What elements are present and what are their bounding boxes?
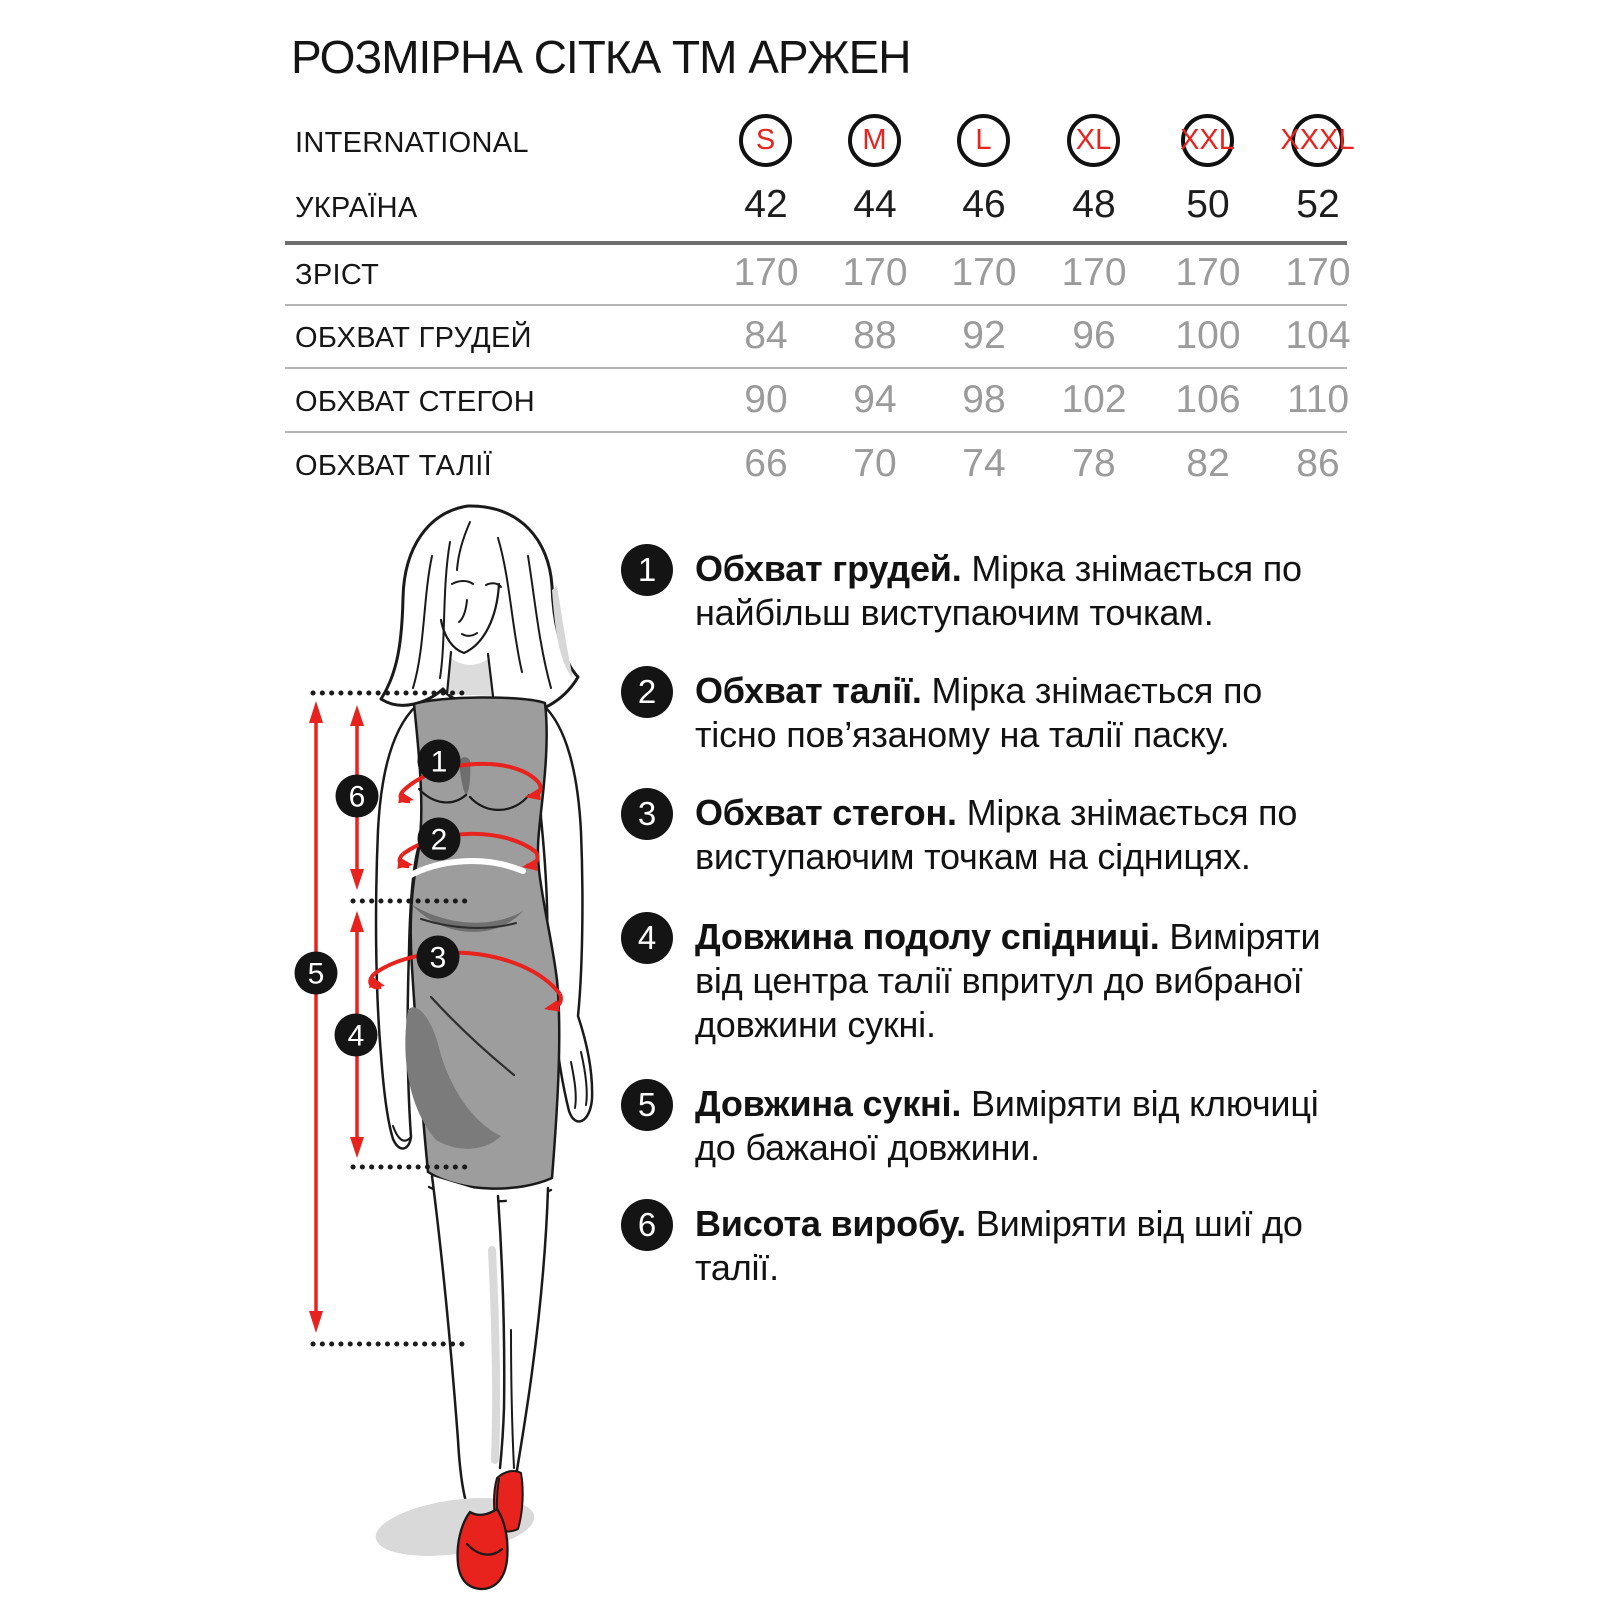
table-cell: 74	[962, 442, 1006, 485]
table-cell: 170	[1061, 251, 1127, 294]
table-cell: 170	[1175, 251, 1241, 294]
table-cell: 100	[1175, 314, 1241, 357]
size-letter: S	[755, 124, 776, 156]
size-circle	[848, 114, 901, 167]
legend-description: Мірка знімається по виступаючим точкам на сідницях.	[695, 792, 1298, 877]
table-cell: 170	[842, 251, 908, 294]
legend-term: Обхват грудей.	[695, 548, 962, 589]
row-label-height: ЗРІСТ	[295, 259, 380, 291]
table-cell: 94	[853, 378, 897, 421]
figure-marker-5	[295, 952, 338, 995]
legend-description: Мірка знімається по тісно пов’язаному на талії паску.	[695, 670, 1263, 755]
table-divider-thick	[285, 241, 1347, 245]
figure-marker-6	[336, 775, 379, 818]
size-letter: L	[975, 124, 992, 156]
legend-number-badge: 3	[621, 788, 673, 840]
figure-marker-4	[335, 1014, 378, 1057]
table-cell: 46	[962, 183, 1006, 226]
table-cell: 110	[1286, 378, 1350, 421]
size-letter: M	[862, 124, 887, 156]
legend-term: Висота виробу.	[695, 1203, 966, 1244]
table-cell: 170	[733, 251, 799, 294]
legend-text	[695, 547, 1343, 635]
table-cell: 86	[1296, 442, 1340, 485]
svg-text:3: 3	[429, 941, 447, 975]
svg-text:1: 1	[430, 745, 448, 779]
row-label-ukraine: УКРАЇНА	[295, 192, 418, 224]
measurement-figure	[270, 490, 660, 1600]
table-cell: 92	[962, 314, 1006, 357]
table-cell: 50	[1186, 183, 1230, 226]
legend-text	[695, 1082, 1343, 1170]
legend-term: Обхват стегон.	[695, 792, 957, 833]
table-cell: 102	[1061, 378, 1127, 421]
row-label-international: INTERNATIONAL	[295, 127, 529, 159]
row-label-hips: ОБХВАТ СТЕГОН	[295, 386, 536, 418]
table-cell: 70	[853, 442, 897, 485]
legend-text	[695, 791, 1343, 879]
table-cell: 104	[1285, 314, 1351, 357]
figure-marker-2	[418, 818, 461, 861]
legend-term: Обхват талії.	[695, 670, 922, 711]
size-circle	[957, 114, 1010, 167]
table-cell: 52	[1296, 183, 1340, 226]
svg-text:4: 4	[347, 1019, 365, 1053]
size-letter: XXL	[1180, 124, 1235, 156]
legend-number-badge: 5	[621, 1079, 673, 1131]
svg-text:6: 6	[348, 780, 366, 814]
table-cell: 82	[1186, 442, 1230, 485]
size-circle	[1280, 114, 1355, 167]
legend-number-badge: 2	[621, 666, 673, 718]
svg-text:2: 2	[430, 823, 448, 857]
table-cell: 88	[853, 314, 897, 357]
legend-number-badge: 6	[621, 1199, 673, 1251]
table-cell: 90	[744, 378, 788, 421]
table-cell: 84	[744, 314, 788, 357]
table-divider	[285, 367, 1347, 369]
size-circle	[1067, 114, 1120, 167]
table-divider	[285, 304, 1347, 306]
legend-description: Виміряти від центра талії впритул до вибраної довжини сукні.	[695, 916, 1321, 1045]
table-cell: 170	[1285, 251, 1351, 294]
figure-marker-1	[418, 740, 461, 783]
legend-term: Довжина сукні.	[695, 1083, 962, 1124]
row-label-bust: ОБХВАТ ГРУДЕЙ	[295, 322, 532, 354]
row-label-waist: ОБХВАТ ТАЛІЇ	[295, 450, 492, 482]
legend-description: Мірка знімається по найбільш виступаючим точкам.	[695, 548, 1302, 633]
legend-text	[695, 1202, 1343, 1290]
table-cell: 48	[1072, 183, 1116, 226]
page-title: РОЗМІРНА СІТКА ТМ АРЖЕН	[291, 31, 911, 83]
table-cell: 66	[744, 442, 788, 485]
table-cell: 96	[1072, 314, 1116, 357]
table-cell: 106	[1175, 378, 1241, 421]
legend-term: Довжина подолу спідниці.	[695, 916, 1160, 957]
table-divider	[285, 431, 1347, 433]
svg-text:5: 5	[307, 957, 325, 991]
legs	[432, 1176, 548, 1514]
legend-description: Виміряти від ключиці до бажаної довжини.	[695, 1083, 1319, 1168]
table-cell: 98	[962, 378, 1006, 421]
table-cell: 78	[1072, 442, 1116, 485]
size-circle	[1181, 114, 1234, 167]
table-cell: 44	[853, 183, 897, 226]
table-cell: 42	[744, 183, 788, 226]
legend-number-badge: 1	[621, 544, 673, 596]
woman-sketch	[372, 506, 592, 1589]
table-cell: 170	[951, 251, 1017, 294]
legend-text	[695, 915, 1343, 1047]
legend-number-badge: 4	[621, 912, 673, 964]
size-letter: XXXL	[1280, 124, 1355, 156]
size-circle	[739, 114, 792, 167]
legend-description: Виміряти від шиї до талії.	[695, 1203, 1303, 1288]
figure-marker-3	[417, 936, 460, 979]
size-letter: XL	[1075, 124, 1112, 156]
legend-text	[695, 669, 1343, 757]
